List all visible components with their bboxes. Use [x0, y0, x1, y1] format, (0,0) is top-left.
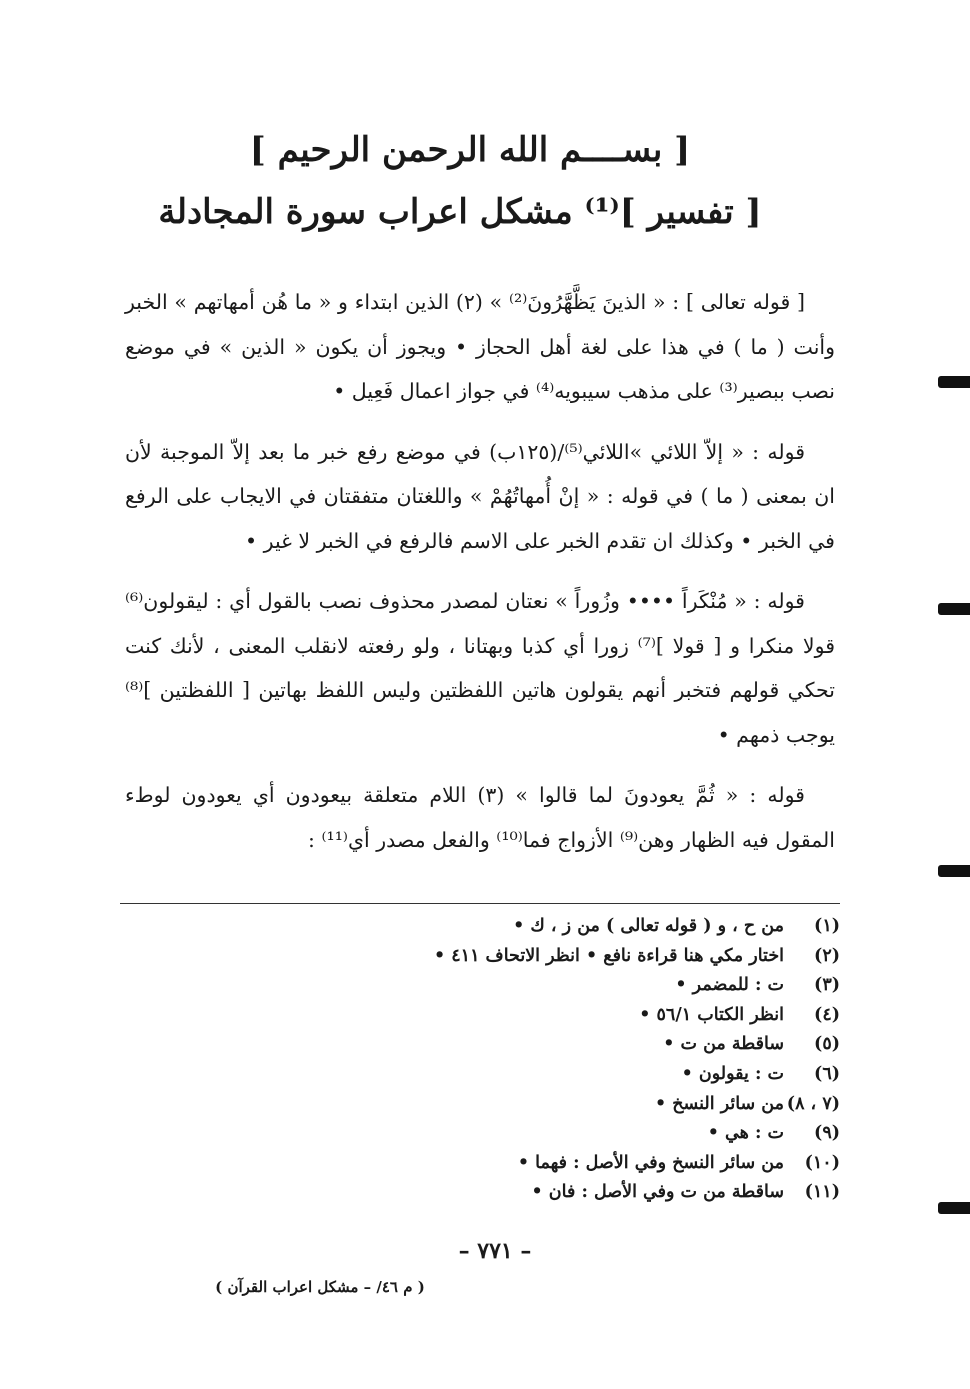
- paragraph: قوله : « إلاّ اللائي »اللائي⁽⁵⁾/(١٢٥ب) في موضع رفع خبر ما بعد إلاّ الموجبة لأن ان بمعنى ( ما ) في قوله : « إنْ أُمهاتُهُمْ » واللغتان متفقتان في الايجاب على الرفع في الخبر • وكذلك ان تقدم الخبر على الاسم فالرفع في الخبر لا غير •: [125, 439, 835, 553]
- footnote-number: (١٠): [804, 1152, 840, 1173]
- footnote: [200, 1178, 840, 1208]
- footnote: [200, 942, 840, 972]
- page-title: [ تفسير ]⁽¹⁾ مشكل اعراب سورة المجادلة: [158, 192, 762, 232]
- paragraph: قوله : « مُنْكَراً •••• وزُوراً » نعتان لمصدر محذوف نصب بالقول أي : ليقولون⁽⁶⁾ قولا منكرا و [ قولا ]⁽⁷⁾ زورا أي كذبا وبهتانا ، ولو رفعته لانقلب المعنى ، لأنك كنت تحكي قولهم فتخبر أنهم يقولون هاتين اللفظتين وليس اللفظ بهاتين [ اللفظتين ]⁽⁸⁾ يوجب ذمهم •: [125, 589, 836, 747]
- footnote-number: (١): [814, 916, 840, 936]
- footnote: [200, 1030, 840, 1060]
- footnote: [200, 971, 840, 1001]
- footnote-number: (٩): [814, 1123, 840, 1144]
- footnote-text: من سائر النسخ •: [654, 1093, 784, 1114]
- footnote-text: من سائر النسخ وفي الأصل : فهما •: [517, 1152, 784, 1173]
- footnote-number: (٣): [814, 975, 840, 996]
- footnote-divider: [120, 903, 840, 904]
- signature-line: ( م ٤٦/ – مشكل اعراب القرآن ): [215, 1278, 425, 1296]
- footnote: [200, 912, 840, 942]
- paragraph: [ قوله تعالى ] : « الذينَ يَظَّهَّرُونَ⁽²⁾ » (٢) الذين ابتداء و « ما هُن أمهاتهم » الخبر وأنت ( ما ) في هذا على لغة أهل الحجاز • ويجوز أن يكون « الذين » في موضع نصب ببصير⁽³⁾ على مذهب سيبويه⁽⁴⁾ في جواز اعمال فَعِيل •: [125, 290, 835, 403]
- footnotes-list: [200, 912, 840, 1208]
- scan-edge-mark: [938, 1202, 970, 1214]
- footnote-text: ت : للمضمر •: [675, 975, 784, 996]
- footnote-text: ساقطة من ت وفي الأصل : فان •: [531, 1182, 784, 1203]
- scan-edge-mark: [938, 603, 970, 615]
- paragraph: قوله : « ثُمَّ يعودونَ لما قالوا » (٣) اللام متعلقة بيعودون أي يعودون لوطء المقول فيه الظهار وهن⁽⁹⁾ الأزواج فما⁽¹⁰⁾ والفعل مصدر أي⁽¹¹⁾ :: [125, 783, 835, 852]
- footnote-number: (٤): [814, 1004, 840, 1025]
- body-text: [125, 280, 835, 878]
- footnote-number: (١١): [804, 1182, 840, 1203]
- basmala-heading: [ بســــم الله الرحمن الرحيم ]: [249, 130, 691, 170]
- scan-edge-mark: [938, 865, 970, 877]
- footnote-text: ت : يقولون •: [681, 1063, 784, 1084]
- footnote-text: اختار مكي هنا قراءة نافع • انظر الاتحاف ٤١١ •: [433, 945, 784, 966]
- footnote-number: (٦): [814, 1063, 840, 1084]
- footnote-text: من ح ، و ( قوله تعالى ) من ز ، ك •: [513, 916, 784, 936]
- footnote: [200, 1001, 840, 1031]
- scan-edge-mark: [938, 376, 970, 388]
- footnote-number: (٧ ، ٨): [786, 1093, 840, 1114]
- footnote-number: (٢): [814, 945, 840, 966]
- footnote: [200, 1149, 840, 1179]
- footnote-text: انظر الكتاب ٥٦/١ •: [639, 1004, 784, 1025]
- footnote: [200, 1090, 840, 1120]
- page-number: – ٧٧١ –: [458, 1238, 532, 1264]
- footnote: [200, 1119, 840, 1149]
- footnote-text: ت : هي •: [707, 1123, 784, 1144]
- footnote-number: (٥): [814, 1034, 840, 1055]
- footnote-text: ساقطة من ت •: [663, 1034, 784, 1055]
- footnote: [200, 1060, 840, 1090]
